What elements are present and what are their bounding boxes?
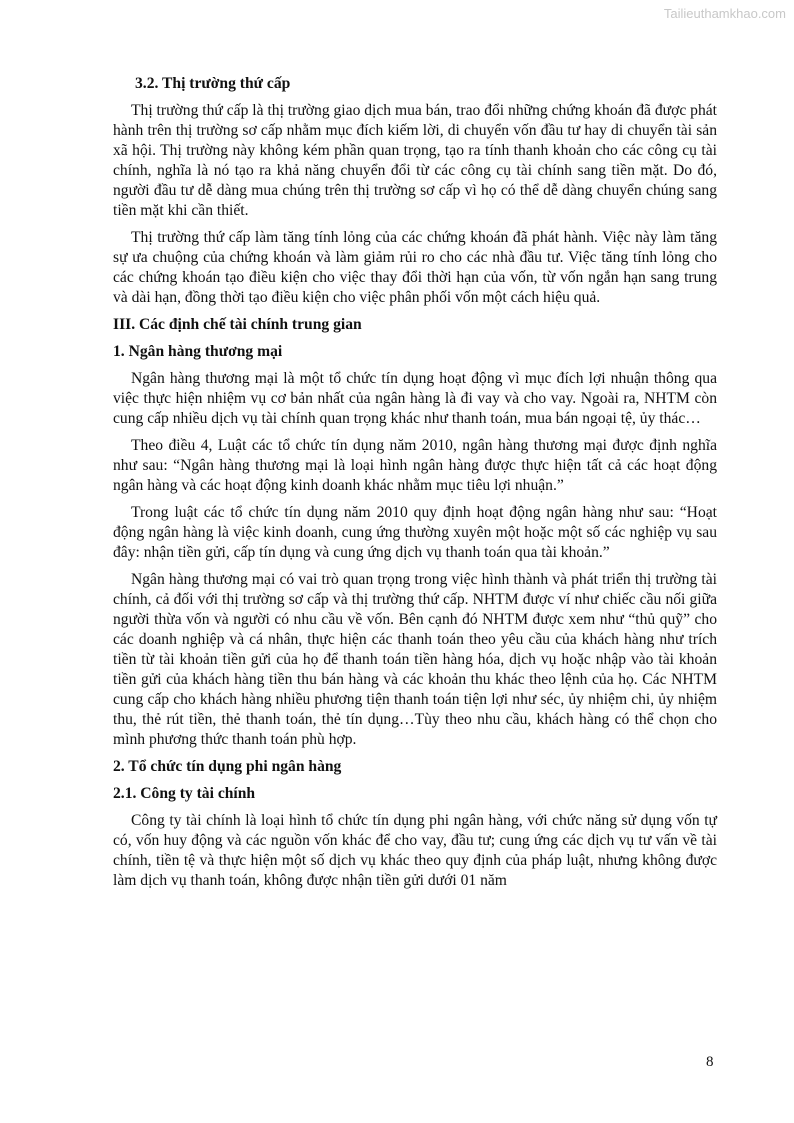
heading-2-1: 2.1. Công ty tài chính [113,785,256,802]
paragraph-1-3: Trong luật các tổ chức tín dụng năm 2010 quy định hoạt động ngân hàng như sau: “Hoạt động ngân hàng là việc kinh doanh, cung ứng thường xuyên một hoặc một số các nghiệp vụ sau đây: nhận tiền gửi, cấp tín dụng và cung ứng dịch vụ thanh toán qua tài khoản.” [113,504,717,561]
watermark-text: Tailieuthamkhao.com [663,6,786,21]
heading-section-iii: III. Các định chế tài chính trung gian [113,316,362,333]
page-number: 8 [706,1054,714,1070]
heading-1: 1. Ngân hàng thương mại [113,343,283,360]
paragraph-3-2-2: Thị trường thứ cấp làm tăng tính lỏng của các chứng khoán đã phát hành. Việc này làm tăng sự ưa chuộng của chứng khoán và làm giảm rủi ro cho các nhà đầu tư. Việc tăng tính lỏng cho các chứng khoán tạo điều kiện cho việc thay đổi thời hạn của vốn, từ vốn ngắn hạn sang trung và dài hạn, đồng thời tạo điều kiện cho việc phân phối vốn một cách hiệu quả. [113,229,717,306]
paragraph-1-4: Ngân hàng thương mại có vai trò quan trọng trong việc hình thành và phát triển thị trường tài chính, cả đối với thị trường sơ cấp và thị trường thứ cấp. NHTM được ví như chiếc cầu nối giữa người thừa vốn và người có nhu cầu về vốn. Bên cạnh đó NHTM được xem như “thủ quỹ” cho các doanh nghiệp và cá nhân, thực hiện các thanh toán theo yêu cầu của khách hàng như trích tiền từ tài khoản tiền gửi của họ để thanh toán tiền hàng hóa, dịch vụ hoặc nhập vào tài khoản tiền gửi của khách hàng tiền thu bán hàng và các khoản thu khác theo lệnh của họ. Các NHTM cung cấp cho khách hàng nhiều phương tiện thanh toán tiện lợi như séc, ủy nhiệm chi, ủy nhiệm thu, thẻ rút tiền, thẻ thanh toán, thẻ tín dụng…Tùy theo nhu cầu, khách hàng có thể chọn cho mình phương thức thanh toán phù hợp. [113,571,717,748]
paragraph-1-2: Theo điều 4, Luật các tổ chức tín dụng năm 2010, ngân hàng thương mại được định nghĩa như sau: “Ngân hàng thương mại là loại hình ngân hàng được thực hiện tất cả các hoạt động ngân hàng và các hoạt động kinh doanh khác nhằm mục tiêu lợi nhuận.” [113,437,717,494]
heading-2: 2. Tổ chức tín dụng phi ngân hàng [113,758,342,775]
document-body [113,74,717,898]
heading-3-2: 3.2. Thị trường thứ cấp [135,75,291,92]
paragraph-1-1: Ngân hàng thương mại là một tổ chức tín dụng hoạt động vì mục đích lợi nhuận thông qua việc thực hiện nhiệm vụ cơ bản nhất của ngân hàng là đi vay và cho vay. Ngoài ra, NHTM còn cung cấp nhiều dịch vụ tài chính quan trọng khác như thanh toán, mua bán ngoại tệ, ủy thác… [113,370,717,427]
paragraph-2-1-1: Công ty tài chính là loại hình tổ chức tín dụng phi ngân hàng, với chức năng sử dụng vốn tự có, vốn huy động và các nguồn vốn khác để cho vay, đầu tư; cung ứng các dịch vụ tư vấn về tài chính, tiền tệ và thực hiện một số dịch vụ khác theo quy định của pháp luật, nhưng không được làm dịch vụ thanh toán, không được nhận tiền gửi dưới 01 năm [113,812,717,889]
paragraph-3-2-1: Thị trường thứ cấp là thị trường giao dịch mua bán, trao đổi những chứng khoán đã được phát hành trên thị trường sơ cấp nhằm mục đích kiếm lời, di chuyển vốn đầu tư hay di chuyển tài sản xã hội. Thị trường này không kém phần quan trọng, tạo ra tính thanh khoản cho các công cụ tài chính, nghĩa là nó tạo ra khả năng chuyển đổi từ các công cụ tài chính sang tiền mặt. Do đó, người đầu tư dễ dàng mua chúng trên thị trường sơ cấp vì họ có thể dễ dàng chuyển chúng sang tiền mặt khi cần thiết. [113,102,718,219]
